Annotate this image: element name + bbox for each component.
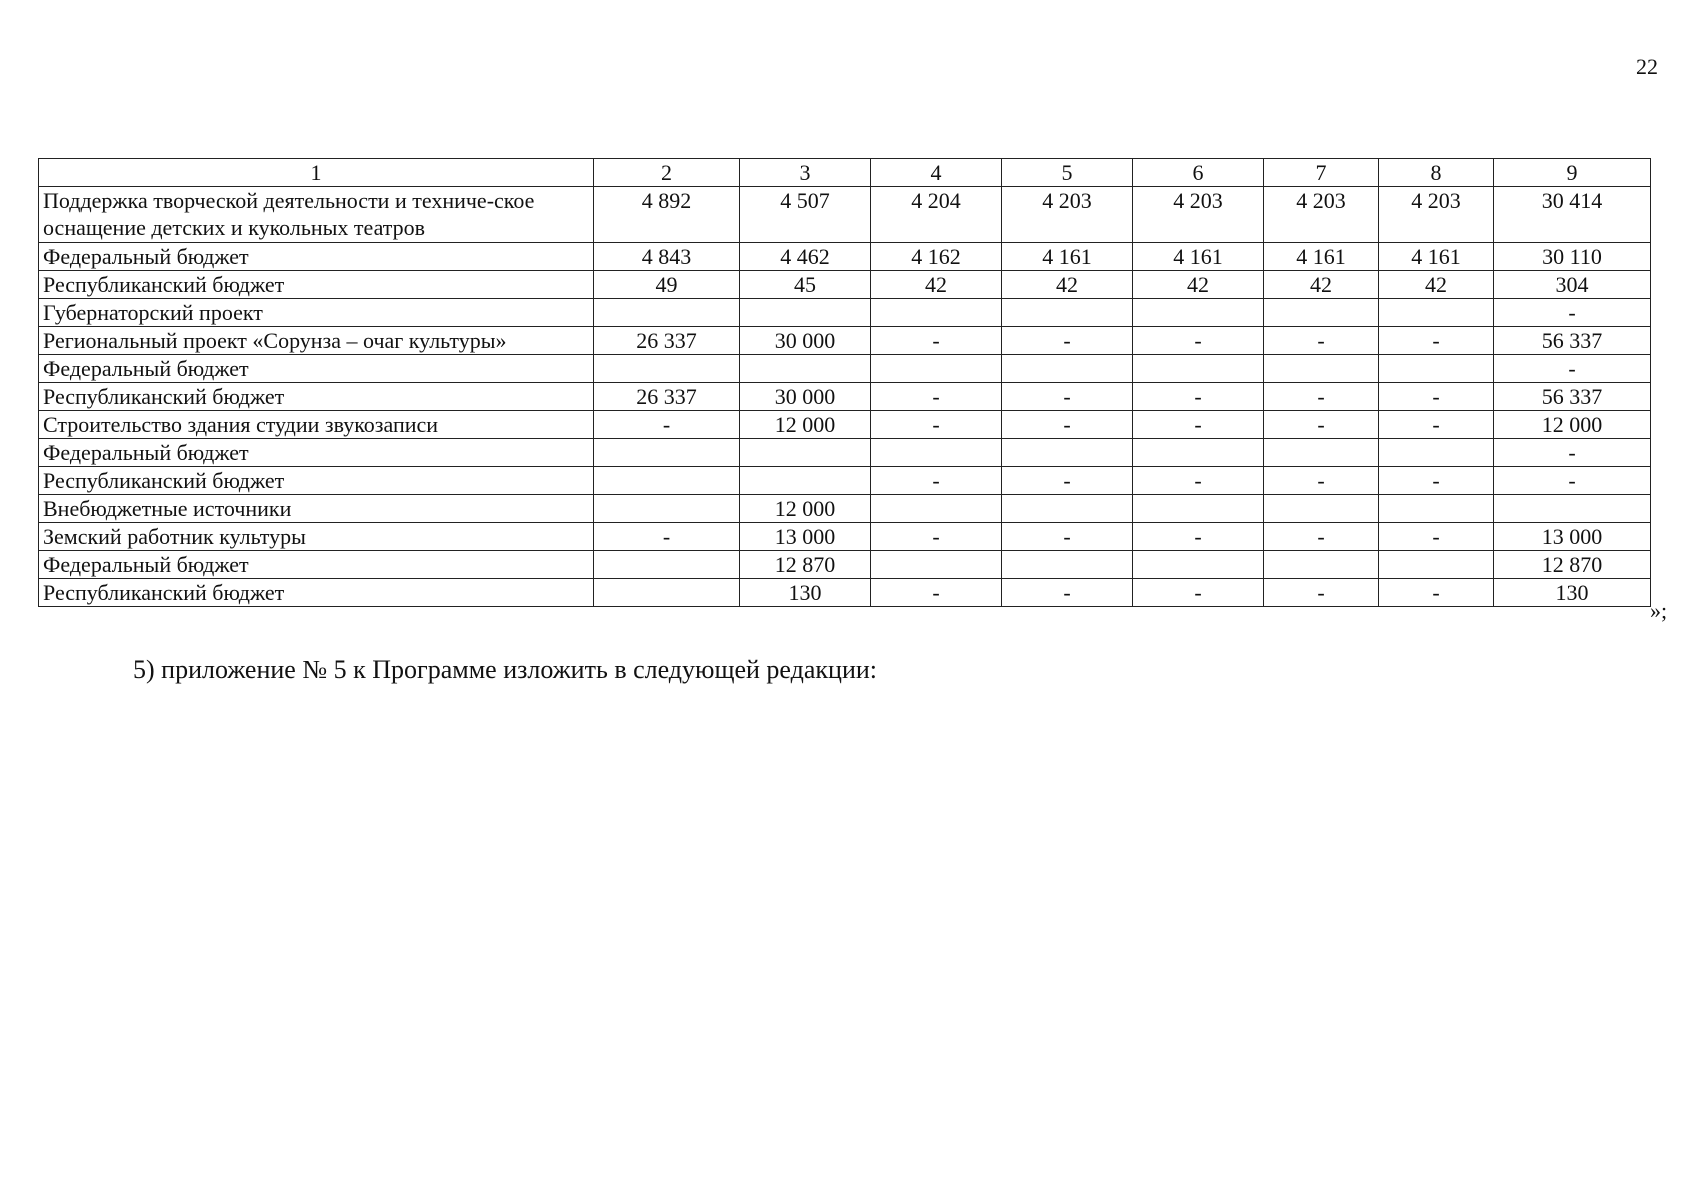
header-cell: 4 — [871, 159, 1002, 187]
row-label-cell: Федеральный бюджет — [39, 243, 594, 271]
value-cell: 12 870 — [1494, 551, 1651, 579]
table-row — [39, 187, 1651, 243]
row-label-cell: Республиканский бюджет — [39, 579, 594, 607]
table-row — [39, 551, 1651, 579]
value-cell: 4 204 — [871, 187, 1002, 243]
row-label-cell: Федеральный бюджет — [39, 551, 594, 579]
header-cell: 6 — [1133, 159, 1264, 187]
value-cell: - — [1133, 327, 1264, 355]
value-cell: - — [871, 383, 1002, 411]
value-cell: - — [871, 411, 1002, 439]
value-cell — [740, 467, 871, 495]
table-row — [39, 243, 1651, 271]
table-row — [39, 271, 1651, 299]
row-label-cell: Внебюджетные источники — [39, 495, 594, 523]
value-cell: - — [1494, 355, 1651, 383]
value-cell: - — [594, 523, 740, 551]
value-cell: 4 161 — [1264, 243, 1379, 271]
table-row — [39, 299, 1651, 327]
value-cell: 30 000 — [740, 327, 871, 355]
value-cell: 13 000 — [740, 523, 871, 551]
value-cell — [594, 551, 740, 579]
value-cell: 56 337 — [1494, 383, 1651, 411]
value-cell: - — [1133, 523, 1264, 551]
value-cell — [1264, 551, 1379, 579]
value-cell: 304 — [1494, 271, 1651, 299]
value-cell: - — [1379, 383, 1494, 411]
value-cell: 30 000 — [740, 383, 871, 411]
value-cell: 4 203 — [1264, 187, 1379, 243]
row-label-cell: Земский работник культуры — [39, 523, 594, 551]
value-cell — [1002, 439, 1133, 467]
value-cell — [1002, 299, 1133, 327]
value-cell: - — [1264, 411, 1379, 439]
value-cell: 42 — [871, 271, 1002, 299]
value-cell: 45 — [740, 271, 871, 299]
value-cell: - — [1133, 579, 1264, 607]
value-cell: - — [1002, 327, 1133, 355]
value-cell — [1379, 495, 1494, 523]
value-cell: - — [1494, 299, 1651, 327]
value-cell: 26 337 — [594, 383, 740, 411]
value-cell — [1002, 355, 1133, 383]
value-cell: - — [1264, 327, 1379, 355]
value-cell: 4 507 — [740, 187, 871, 243]
amendment-paragraph: 5) приложение № 5 к Программе изложить в следующей редакции: — [133, 655, 877, 684]
value-cell: - — [871, 579, 1002, 607]
value-cell — [594, 439, 740, 467]
value-cell: 30 110 — [1494, 243, 1651, 271]
value-cell — [1264, 299, 1379, 327]
table-row — [39, 355, 1651, 383]
value-cell: - — [1264, 467, 1379, 495]
header-cell: 9 — [1494, 159, 1651, 187]
value-cell: 4 161 — [1379, 243, 1494, 271]
header-cell: 1 — [39, 159, 594, 187]
value-cell: - — [1264, 383, 1379, 411]
header-cell: 2 — [594, 159, 740, 187]
value-cell: 42 — [1264, 271, 1379, 299]
row-label-cell: Региональный проект «Сорунза – очаг культуры» — [39, 327, 594, 355]
value-cell: - — [1133, 467, 1264, 495]
table-row — [39, 383, 1651, 411]
value-cell: - — [1264, 523, 1379, 551]
value-cell: - — [1264, 579, 1379, 607]
row-label-cell: Строительство здания студии звукозаписи — [39, 411, 594, 439]
table-row — [39, 579, 1651, 607]
budget-table — [38, 158, 1651, 607]
value-cell — [1002, 551, 1133, 579]
value-cell: - — [1133, 411, 1264, 439]
value-cell: 42 — [1002, 271, 1133, 299]
value-cell: - — [1002, 523, 1133, 551]
value-cell — [1379, 355, 1494, 383]
value-cell — [871, 495, 1002, 523]
table-row — [39, 467, 1651, 495]
row-label-cell: Федеральный бюджет — [39, 355, 594, 383]
row-label-cell: Республиканский бюджет — [39, 467, 594, 495]
value-cell: - — [871, 523, 1002, 551]
value-cell — [1133, 355, 1264, 383]
budget-table-container — [38, 158, 1651, 607]
table-header-row — [39, 159, 1651, 187]
value-cell: 42 — [1379, 271, 1494, 299]
value-cell — [594, 355, 740, 383]
value-cell: 4 161 — [1002, 243, 1133, 271]
value-cell — [1379, 439, 1494, 467]
value-cell: - — [1002, 579, 1133, 607]
value-cell: 4 203 — [1379, 187, 1494, 243]
value-cell: - — [1379, 467, 1494, 495]
row-label-cell: Федеральный бюджет — [39, 439, 594, 467]
closing-quote-mark: »; — [1650, 598, 1668, 623]
value-cell: 26 337 — [594, 327, 740, 355]
table-row — [39, 495, 1651, 523]
value-cell — [1264, 495, 1379, 523]
value-cell: 4 203 — [1002, 187, 1133, 243]
value-cell — [594, 579, 740, 607]
value-cell: 130 — [1494, 579, 1651, 607]
table-row — [39, 523, 1651, 551]
row-label-cell: Губернаторский проект — [39, 299, 594, 327]
table-row — [39, 439, 1651, 467]
header-cell: 3 — [740, 159, 871, 187]
value-cell: 12 000 — [1494, 411, 1651, 439]
value-cell: 30 414 — [1494, 187, 1651, 243]
value-cell: 4 462 — [740, 243, 871, 271]
value-cell: 12 000 — [740, 495, 871, 523]
value-cell: - — [1494, 467, 1651, 495]
value-cell: - — [1133, 383, 1264, 411]
value-cell: - — [1379, 411, 1494, 439]
table-row — [39, 411, 1651, 439]
value-cell: 42 — [1133, 271, 1264, 299]
value-cell: 4 843 — [594, 243, 740, 271]
value-cell: 12 000 — [740, 411, 871, 439]
table-row — [39, 327, 1651, 355]
value-cell: 4 892 — [594, 187, 740, 243]
value-cell: 4 162 — [871, 243, 1002, 271]
value-cell — [1264, 439, 1379, 467]
header-cell: 7 — [1264, 159, 1379, 187]
value-cell — [594, 467, 740, 495]
value-cell — [740, 299, 871, 327]
value-cell — [871, 299, 1002, 327]
value-cell — [1133, 495, 1264, 523]
value-cell: - — [871, 327, 1002, 355]
value-cell: - — [1002, 467, 1133, 495]
value-cell — [871, 551, 1002, 579]
value-cell — [594, 495, 740, 523]
value-cell: - — [871, 467, 1002, 495]
value-cell: 13 000 — [1494, 523, 1651, 551]
value-cell: 4 203 — [1133, 187, 1264, 243]
value-cell: 12 870 — [740, 551, 871, 579]
value-cell — [1379, 299, 1494, 327]
value-cell — [1133, 439, 1264, 467]
value-cell: 49 — [594, 271, 740, 299]
value-cell — [1002, 495, 1133, 523]
value-cell — [871, 439, 1002, 467]
value-cell: - — [1002, 411, 1133, 439]
value-cell — [1133, 299, 1264, 327]
value-cell — [1133, 551, 1264, 579]
value-cell — [740, 439, 871, 467]
header-cell: 8 — [1379, 159, 1494, 187]
value-cell: 56 337 — [1494, 327, 1651, 355]
value-cell: - — [1494, 439, 1651, 467]
row-label-cell: Поддержка творческой деятельности и техниче-ское оснащение детских и кукольных театров — [39, 187, 594, 243]
value-cell: - — [594, 411, 740, 439]
row-label-cell: Республиканский бюджет — [39, 383, 594, 411]
value-cell — [1494, 495, 1651, 523]
value-cell: - — [1379, 579, 1494, 607]
header-cell: 5 — [1002, 159, 1133, 187]
page-number: 22 — [1636, 54, 1658, 79]
row-label-cell: Республиканский бюджет — [39, 271, 594, 299]
value-cell: 4 161 — [1133, 243, 1264, 271]
value-cell — [1264, 355, 1379, 383]
value-cell — [594, 299, 740, 327]
value-cell: 130 — [740, 579, 871, 607]
value-cell: - — [1379, 523, 1494, 551]
value-cell — [740, 355, 871, 383]
value-cell: - — [1379, 327, 1494, 355]
value-cell — [1379, 551, 1494, 579]
value-cell: - — [1002, 383, 1133, 411]
value-cell — [871, 355, 1002, 383]
